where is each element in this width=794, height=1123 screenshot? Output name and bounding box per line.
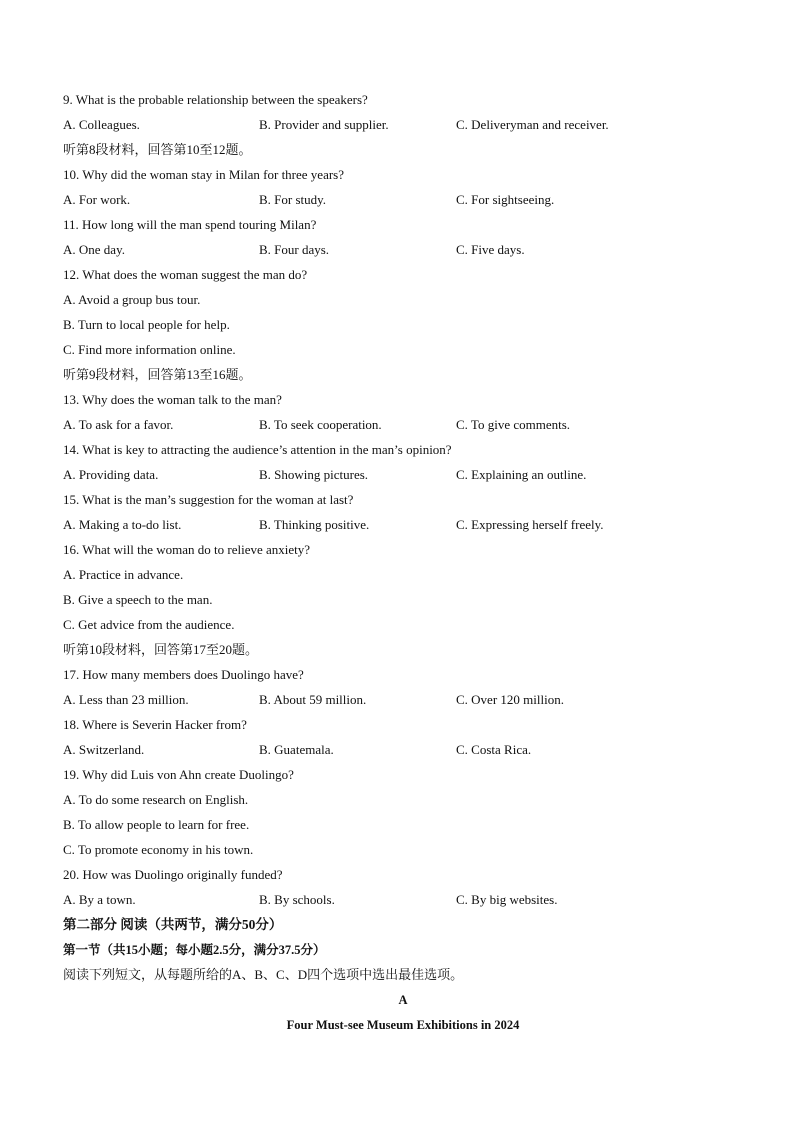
option-10-a: A. For work.	[63, 192, 131, 207]
option-17-c: C. Over 120 million.	[456, 692, 564, 707]
question-16: 16. What will the woman do to relieve anxiety?	[63, 542, 311, 557]
option-20-b: B. By schools.	[259, 892, 335, 907]
options-9	[63, 115, 743, 140]
option-9-a: A. Colleagues.	[63, 117, 140, 132]
question-11: 11. How long will the man spend touring Milan?	[63, 217, 317, 232]
part-two-heading: 第二部分 阅读（共两节，满分50分）	[63, 917, 283, 932]
option-13-c: C. To give comments.	[456, 417, 571, 432]
material-8-instruction: 听第8段材料，回答第10至12题。	[63, 142, 252, 157]
passage-letter: A	[398, 993, 408, 1007]
material-9-instruction: 听第9段材料，回答第13至16题。	[63, 367, 252, 382]
option-11-a: A. One day.	[63, 242, 125, 257]
option-11-c: C. Five days.	[456, 242, 525, 257]
option-19-c: C. To promote economy in his town.	[63, 842, 254, 857]
options-10	[63, 190, 743, 215]
option-19-b: B. To allow people to learn for free.	[63, 817, 250, 832]
options-17	[63, 690, 743, 715]
options-13	[63, 415, 743, 440]
question-19: 19. Why did Luis von Ahn create Duolingo?	[63, 767, 294, 782]
passage-title: Four Must-see Museum Exhibitions in 2024	[286, 1018, 520, 1032]
exam-page	[63, 90, 743, 1040]
option-10-c: C. For sightseeing.	[456, 192, 555, 207]
options-11	[63, 240, 743, 265]
question-13: 13. Why does the woman talk to the man?	[63, 392, 282, 407]
option-12-b: B. Turn to local people for help.	[63, 317, 230, 332]
option-15-c: C. Expressing herself freely.	[456, 517, 604, 532]
options-18	[63, 740, 743, 765]
option-9-b: B. Provider and supplier.	[259, 117, 389, 132]
section-one-heading: 第一节（共15小题；每小题2.5分，满分37.5分）	[63, 943, 326, 957]
option-18-c: C. Costa Rica.	[456, 742, 532, 757]
option-12-c: C. Find more information online.	[63, 342, 236, 357]
option-19-a: A. To do some research on English.	[63, 792, 249, 807]
option-9-c: C. Deliveryman and receiver.	[456, 117, 609, 132]
option-20-a: A. By a town.	[63, 892, 136, 907]
option-14-c: C. Explaining an outline.	[456, 467, 587, 482]
option-12-a: A. Avoid a group bus tour.	[63, 292, 201, 307]
option-15-a: A. Making a to-do list.	[63, 517, 182, 532]
option-17-b: B. About 59 million.	[259, 692, 367, 707]
options-20	[63, 890, 743, 915]
option-15-b: B. Thinking positive.	[259, 517, 370, 532]
question-15: 15. What is the man’s suggestion for the woman at last?	[63, 492, 354, 507]
question-18: 18. Where is Severin Hacker from?	[63, 717, 247, 732]
option-16-b: B. Give a speech to the man.	[63, 592, 213, 607]
option-13-a: A. To ask for a favor.	[63, 417, 174, 432]
option-20-c: C. By big websites.	[456, 892, 558, 907]
option-14-a: A. Providing data.	[63, 467, 159, 482]
options-15	[63, 515, 743, 540]
question-17: 17. How many members does Duolingo have?	[63, 667, 304, 682]
option-18-b: B. Guatemala.	[259, 742, 334, 757]
option-10-b: B. For study.	[259, 192, 327, 207]
reading-instruction: 阅读下列短文，从每题所给的A、B、C、D四个选项中选出最佳选项。	[63, 967, 464, 982]
question-14: 14. What is key to attracting the audience’s attention in the man’s opinion?	[63, 442, 452, 457]
question-9: 9. What is the probable relationship between the speakers?	[63, 92, 368, 107]
options-14	[63, 465, 743, 490]
option-14-b: B. Showing pictures.	[259, 467, 369, 482]
option-17-a: A. Less than 23 million.	[63, 692, 189, 707]
option-16-c: C. Get advice from the audience.	[63, 617, 235, 632]
question-10: 10. Why did the woman stay in Milan for three years?	[63, 167, 344, 182]
question-20: 20. How was Duolingo originally funded?	[63, 867, 283, 882]
option-18-a: A. Switzerland.	[63, 742, 145, 757]
question-12: 12. What does the woman suggest the man do?	[63, 267, 308, 282]
option-16-a: A. Practice in advance.	[63, 567, 184, 582]
option-11-b: B. Four days.	[259, 242, 330, 257]
option-13-b: B. To seek cooperation.	[259, 417, 382, 432]
material-10-instruction: 听第10段材料，回答第17至20题。	[63, 642, 259, 657]
